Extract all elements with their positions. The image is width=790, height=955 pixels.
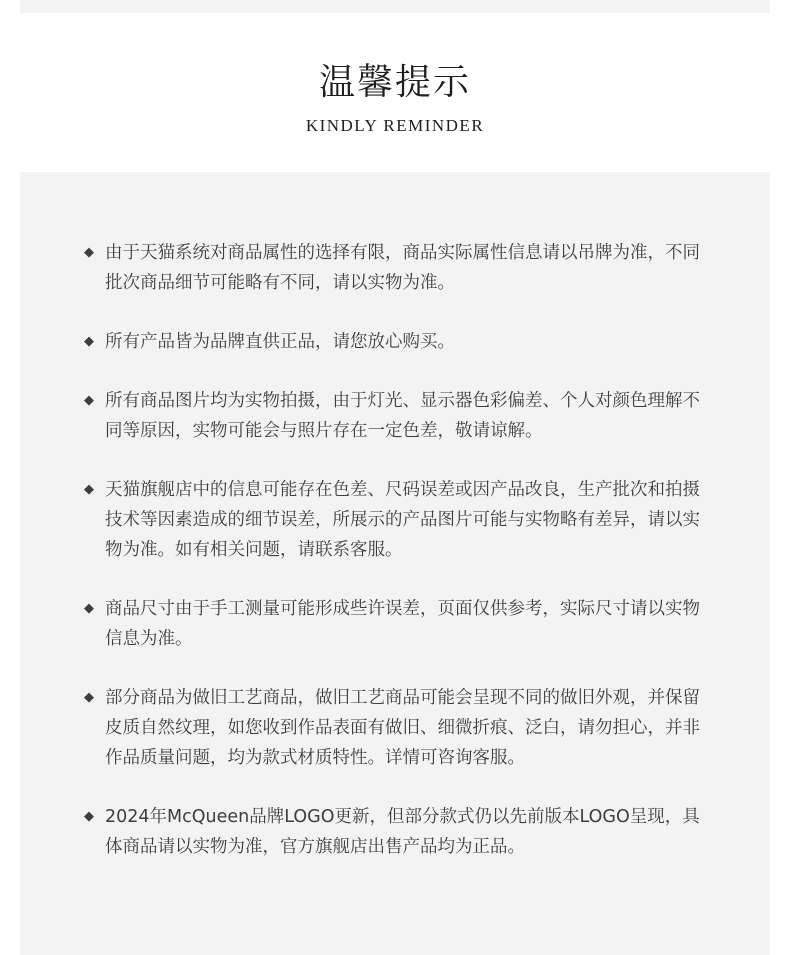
list-item	[84, 238, 709, 298]
reminder-list	[84, 238, 709, 891]
list-item-text: 由于天猫系统对商品属性的选择有限，商品实际属性信息请以吊牌为准，不同批次商品细节可能略有不同，请以实物为准。	[105, 243, 700, 293]
diamond-bullet-icon: ◆	[84, 482, 94, 497]
diamond-bullet-icon: ◆	[84, 334, 94, 349]
diamond-bullet-icon: ◆	[84, 245, 94, 260]
top-divider-block	[20, 0, 770, 13]
page-title: 温馨提示	[318, 62, 471, 103]
list-item-text: 天猫旗舰店中的信息可能存在色差、尺码误差或因产品改良，生产批次和拍摄技术等因素造成的细节误差，所展示的产品图片可能与实物略有差异，请以实物为准。如有相关问题，请联系客服。	[105, 480, 700, 560]
list-item-text: 2024年McQueen品牌LOGO更新，但部分款式仍以先前版本LOGO呈现，具体商品请以实物为准，官方旗舰店出售产品均为正品。	[105, 807, 700, 857]
page-subtitle: KINDLY REMINDER	[305, 116, 485, 135]
reminder-panel	[20, 172, 770, 955]
list-item	[84, 594, 709, 654]
list-item-text: 所有产品皆为品牌直供正品，请您放心购买。	[105, 332, 455, 352]
list-item	[84, 802, 709, 862]
list-item-text: 商品尺寸由于手工测量可能形成些许误差，页面仅供参考，实际尺寸请以实物信息为准。	[105, 599, 700, 649]
list-item	[84, 386, 709, 446]
list-item	[84, 327, 709, 357]
list-item-text: 部分商品为做旧工艺商品，做旧工艺商品可能会呈现不同的做旧外观，并保留皮质自然纹理，如您收到作品表面有做旧、细微折痕、泛白，请勿担心，并非作品质量问题，均为款式材质特性。详情可咨询客服。	[105, 688, 700, 768]
list-item-text: 所有商品图片均为实物拍摄，由于灯光、显示器色彩偏差、个人对颜色理解不同等原因，实物可能会与照片存在一定色差，敬请谅解。	[105, 391, 700, 441]
list-item	[84, 475, 709, 565]
diamond-bullet-icon: ◆	[84, 393, 94, 408]
diamond-bullet-icon: ◆	[84, 601, 94, 616]
list-item	[84, 683, 709, 773]
reminder-header	[0, 60, 790, 136]
diamond-bullet-icon: ◆	[84, 809, 94, 824]
diamond-bullet-icon: ◆	[84, 690, 94, 705]
